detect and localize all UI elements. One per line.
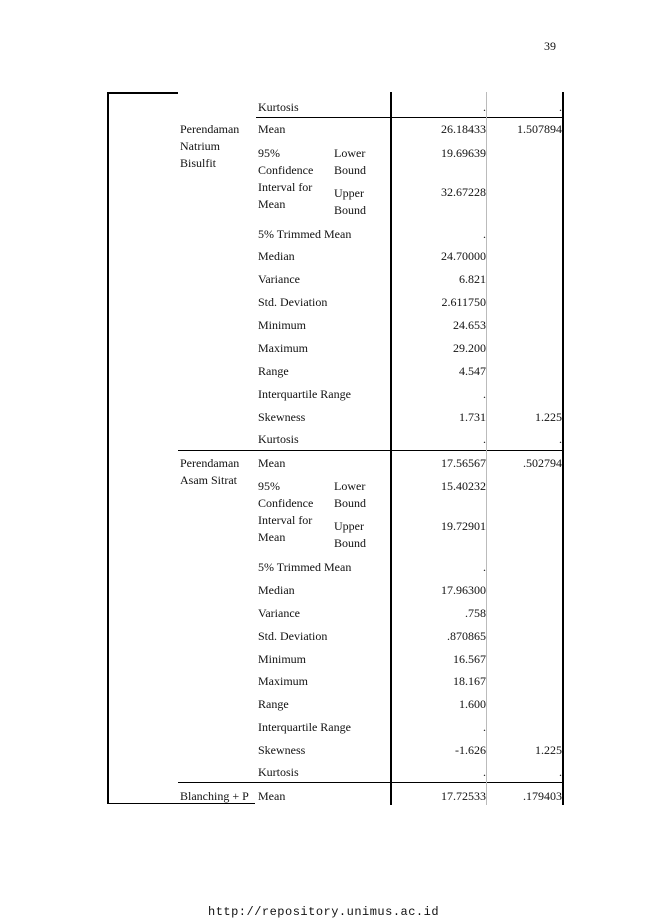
std-error-value: 1.507894 — [517, 122, 562, 136]
row-label-confidence-interval: 95% Confidence Interval for Mean — [258, 146, 314, 211]
statistic-value: 1.600 — [459, 697, 486, 711]
group-separator — [178, 782, 562, 783]
group-label: Perendaman Natrium Bisulfit — [180, 122, 240, 170]
statistic-value: 2.611750 — [441, 295, 486, 309]
row-label-trimmed-mean: 5% Trimmed Mean — [258, 560, 352, 574]
row-label-kurtosis: Kurtosis — [258, 432, 299, 446]
group-label: Perendaman Asam Sitrat — [180, 456, 240, 487]
statistic-value: 24.653 — [453, 318, 486, 332]
row-label-range: Range — [258, 364, 289, 378]
group-separator — [178, 450, 562, 451]
statistic-value: . — [483, 560, 486, 574]
statistic-value: 29.200 — [453, 341, 486, 355]
footer-url: http://repository.unimus.ac.id — [208, 905, 440, 919]
statistic-value: . — [483, 100, 486, 114]
statistic-value: .758 — [465, 606, 486, 620]
stat-cell-divider — [486, 92, 487, 805]
row-label-trimmed-mean: 5% Trimmed Mean — [258, 227, 352, 241]
std-error-value: . — [559, 100, 562, 114]
row-label-lower-bound: Lower Bound — [334, 146, 367, 177]
statistic-value: . — [483, 765, 486, 779]
statistic-value: 1.731 — [459, 410, 486, 424]
row-label-kurtosis: Kurtosis — [258, 100, 299, 114]
row-label-mean: Mean — [258, 456, 286, 470]
statistic-value: 32.67228 — [441, 185, 486, 199]
row-label-minimum: Minimum — [258, 652, 307, 666]
row-label-skewness: Skewness — [258, 743, 306, 757]
row-label-median: Median — [258, 583, 295, 597]
statistic-value: .870865 — [447, 629, 486, 643]
statistic-value: . — [483, 720, 486, 734]
group-label: Blanching + P — [180, 789, 249, 803]
row-label-upper-bound: Upper Bound — [334, 519, 367, 550]
statistic-value: 17.72533 — [441, 789, 486, 803]
row-label-kurtosis: Kurtosis — [258, 765, 299, 779]
std-error-value: .179403 — [523, 789, 562, 803]
std-error-value: 1.225 — [535, 743, 562, 757]
statistic-value: 18.167 — [453, 674, 486, 688]
statistic-value: 19.69639 — [441, 146, 486, 160]
row-label-interquartile-range: Interquartile Range — [258, 387, 351, 401]
statistic-value: 26.18433 — [441, 122, 486, 136]
statistic-value: 24.70000 — [441, 249, 486, 263]
row-label-interquartile-range: Interquartile Range — [258, 720, 351, 734]
row-label-maximum: Maximum — [258, 341, 308, 355]
statistic-value: . — [483, 387, 486, 401]
row-label-lower-bound: Lower Bound — [334, 479, 367, 510]
statistic-value: 4.547 — [459, 364, 486, 378]
row-label-std-deviation: Std. Deviation — [258, 629, 328, 643]
row-label-confidence-interval: 95% Confidence Interval for Mean — [258, 479, 314, 544]
statistic-value: 19.72901 — [441, 519, 486, 533]
row-label-maximum: Maximum — [258, 674, 308, 688]
statistic-value: . — [483, 432, 486, 446]
std-error-value: . — [559, 432, 562, 446]
row-separator — [256, 117, 562, 118]
column-divider-left — [390, 92, 392, 805]
row-label-upper-bound: Upper Bound — [334, 186, 367, 217]
row-label-skewness: Skewness — [258, 410, 306, 424]
column-divider-right — [562, 92, 564, 805]
std-error-value: 1.225 — [535, 410, 562, 424]
page-number: 39 — [544, 39, 556, 53]
statistic-value: 6.821 — [459, 272, 486, 286]
row-label-variance: Variance — [258, 272, 300, 286]
std-error-value: . — [559, 765, 562, 779]
row-label-mean: Mean — [258, 122, 286, 136]
table-top-border — [108, 92, 178, 94]
row-label-median: Median — [258, 249, 295, 263]
statistic-value: . — [483, 227, 486, 241]
row-label-range: Range — [258, 697, 289, 711]
std-error-value: .502794 — [523, 456, 562, 470]
row-label-variance: Variance — [258, 606, 300, 620]
statistic-value: 16.567 — [453, 652, 486, 666]
statistic-value: 15.40232 — [441, 479, 486, 493]
row-label-std-deviation: Std. Deviation — [258, 295, 328, 309]
table-left-border — [107, 92, 109, 804]
row-label-minimum: Minimum — [258, 318, 307, 332]
statistic-value: 17.96300 — [441, 583, 486, 597]
statistic-value: -1.626 — [455, 743, 486, 757]
row-label-mean: Mean — [258, 789, 286, 803]
statistic-value: 17.56567 — [441, 456, 486, 470]
